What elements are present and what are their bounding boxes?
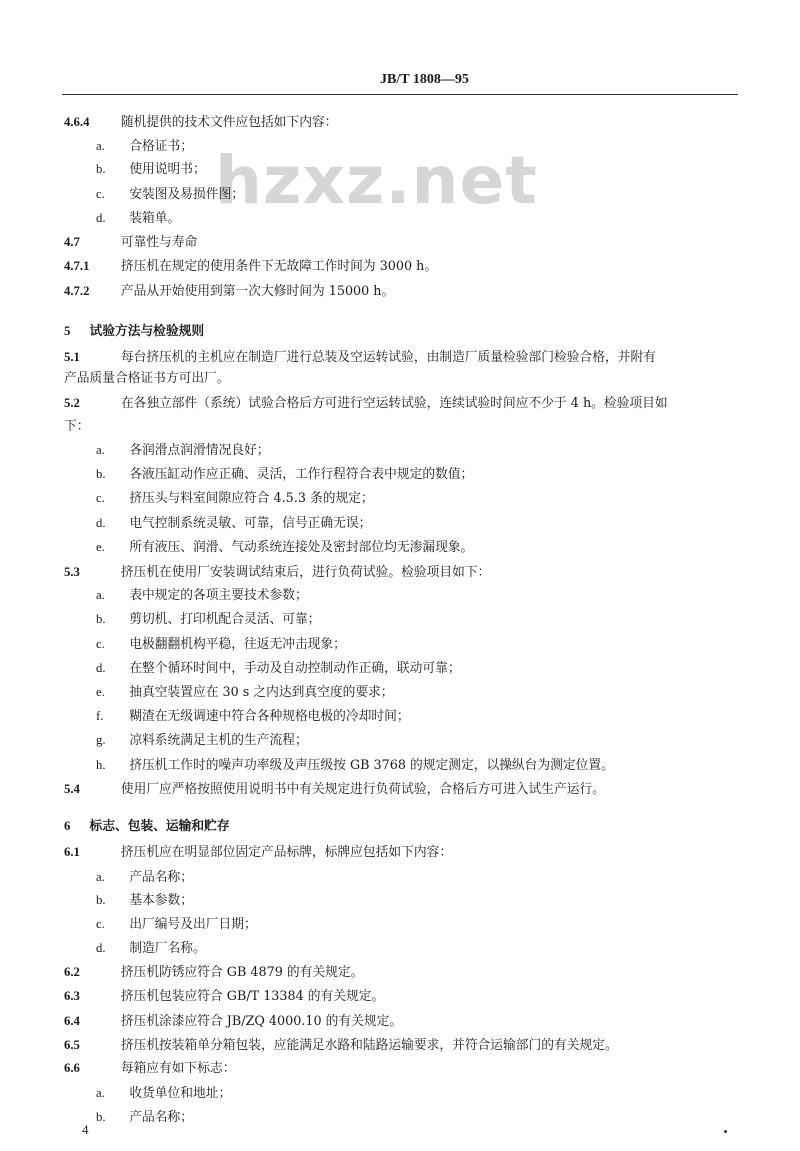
item-letter: h. [96, 757, 106, 772]
clause-number: 6.1 [64, 844, 80, 859]
page-number: 4 [82, 1122, 89, 1137]
list-item [96, 891, 193, 910]
clause-number: 6.4 [64, 1013, 80, 1028]
item-letter: c. [96, 490, 105, 505]
item-letter: d. [96, 660, 106, 675]
clause-text: 电极翻翻机构平稳，往返无冲击现象； [129, 637, 346, 652]
paragraph-line [64, 1059, 236, 1078]
list-item [96, 586, 308, 605]
list-item [96, 514, 371, 533]
clause-number: 6.6 [64, 1060, 80, 1075]
list-item [96, 610, 320, 629]
clause-number: 4.6.4 [64, 114, 90, 129]
clause-text: 制造厂名称。 [129, 941, 206, 956]
list-item [96, 1084, 231, 1103]
clause-text: 挤压机涂漆应符合 JB/ZQ 4000.10 的有关规定。 [120, 1014, 403, 1029]
clause-text: 装箱单。 [129, 211, 181, 226]
section-heading [64, 817, 230, 836]
list-item [96, 137, 193, 156]
item-letter: a. [96, 442, 105, 457]
list-item [96, 538, 473, 557]
standard-code: JB/T 1808—95 [380, 72, 469, 87]
paragraph-line [64, 257, 437, 276]
item-letter: d. [96, 515, 106, 530]
clause-text: 凉料系统满足主机的生产流程； [129, 733, 308, 748]
clause-number: 6.2 [64, 964, 80, 979]
paragraph-line [64, 987, 384, 1006]
clause-text: 挤压机包装应符合 GB/T 13384 的有关规定。 [120, 989, 385, 1004]
clause-text: 所有液压、润滑、气动系统连接处及密封部位均无渗漏现象。 [129, 540, 474, 555]
clause-number: 6 [64, 818, 71, 833]
item-letter: b. [96, 611, 106, 626]
clause-text: 每台挤压机的主机应在制造厂进行总装及空运转试验，由制造厂质量检验部门检验合格，并附有 [120, 350, 656, 365]
list-item [96, 868, 193, 887]
item-letter: e. [96, 684, 105, 699]
clause-text: 抽真空装置应在 30 s 之内达到真空度的要求； [129, 685, 394, 700]
clause-text: 使用说明书； [129, 162, 206, 177]
clause-text: 使用厂应严格按照使用说明书中有关规定进行负荷试验，合格后方可进入试生产运行。 [120, 782, 605, 797]
item-letter: e. [96, 539, 105, 554]
list-item [96, 707, 410, 726]
paragraph-line [64, 394, 668, 413]
list-item [96, 489, 374, 508]
list-item [96, 915, 257, 934]
clause-text: 各液压缸动作应正确、灵活，工作行程符合表中规定的数值； [129, 467, 474, 482]
clause-number: 5.2 [64, 395, 80, 410]
list-item [96, 635, 346, 654]
clause-text: 在各独立部件（系统）试验合格后方可进行空运转试验，连续试验时间应不少于 4 h。检验项目如 [120, 396, 668, 411]
paragraph-line [64, 780, 605, 799]
clause-text: 收货单位和地址； [129, 1086, 232, 1101]
list-item [96, 441, 269, 460]
clause-text: 挤压机按装箱单分箱包装，应能满足水路和陆路运输要求，并符合运输部门的有关规定。 [120, 1038, 618, 1053]
clause-text: 随机提供的技术文件应包括如下内容： [120, 115, 338, 130]
item-letter: d. [96, 940, 106, 955]
item-letter: b. [96, 466, 106, 481]
list-item [96, 683, 394, 702]
list-item [96, 939, 206, 958]
clause-text: 表中规定的各项主要技术参数； [129, 588, 308, 603]
clause-text: 基本参数； [129, 893, 194, 908]
clause-number: 4.7.2 [64, 283, 90, 298]
item-letter: a. [96, 1085, 105, 1100]
clause-text: 安装图及易损件图； [129, 187, 244, 202]
clause-text: 产品名称； [129, 870, 194, 885]
clause-number: 6.3 [64, 988, 80, 1003]
clause-text: 糊渣在无级调速中符合各种规格电极的冷却时间； [129, 709, 410, 724]
clause-text: 剪切机、打印机配合灵活、可靠； [129, 612, 321, 627]
paragraph-line [64, 1012, 402, 1031]
clause-text: 挤压机应在明显部位固定产品标牌，标牌应包括如下内容： [120, 845, 453, 860]
paragraph-line [64, 563, 490, 582]
clause-text: 挤压头与料室间隙应符合 4.5.3 条的规定； [129, 491, 374, 506]
list-item [96, 731, 308, 750]
item-letter: a. [96, 587, 105, 602]
paragraph-line [64, 370, 230, 388]
page-header [62, 72, 738, 98]
item-letter: b. [96, 892, 106, 907]
item-letter: c. [96, 186, 105, 201]
clause-number: 4.7.1 [64, 258, 90, 273]
list-item [96, 659, 461, 678]
list-item [96, 756, 614, 775]
clause-text: 可靠性与寿命 [120, 235, 198, 250]
item-letter: c. [96, 636, 105, 651]
item-letter: a. [96, 869, 105, 884]
clause-text: 下： [64, 419, 90, 434]
item-letter: b. [96, 161, 106, 176]
clause-number: 5 [64, 323, 71, 338]
clause-text: 试验方法与检验规则 [89, 324, 205, 339]
paragraph-line [64, 1036, 618, 1055]
clause-number: 5.3 [64, 564, 80, 579]
paragraph-line [64, 113, 337, 132]
paragraph-line [64, 418, 89, 436]
clause-text: 各润滑点润滑情况良好； [129, 443, 270, 458]
clause-text: 出厂编号及出厂日期； [129, 917, 257, 932]
paragraph-line [64, 233, 197, 252]
list-item [96, 209, 180, 228]
clause-text: 产品从开始使用到第一次大修时间为 15000 h。 [120, 284, 395, 299]
clause-text: 挤压机防锈应符合 GB 4879 的有关规定。 [120, 965, 364, 980]
item-letter: d. [96, 210, 106, 225]
list-item [96, 465, 473, 484]
item-letter: g. [96, 732, 106, 747]
section-heading [64, 322, 204, 341]
paragraph-line [64, 282, 394, 301]
item-letter: f. [96, 708, 104, 723]
list-item [96, 1108, 193, 1127]
paragraph-line [64, 348, 656, 367]
paragraph-line [64, 963, 363, 982]
item-letter: c. [96, 916, 105, 931]
watermark-logo: hzxz.net [215, 142, 538, 219]
clause-text: 在整个循环时间中，手动及自动控制动作正确，联动可靠； [129, 661, 461, 676]
item-letter: b. [96, 1109, 106, 1124]
header-rule [62, 94, 738, 95]
clause-text: 每箱应有如下标志： [120, 1061, 236, 1076]
item-letter: a. [96, 138, 105, 153]
clause-text: 挤压机工作时的噪声功率级及声压级按 GB 3768 的规定测定，以操纵台为测定位置。 [129, 758, 614, 773]
clause-text: 挤压机在规定的使用条件下无故障工作时间为 3000 h。 [120, 259, 438, 274]
clause-text: 产品名称； [129, 1110, 194, 1125]
clause-number: 6.5 [64, 1037, 80, 1052]
clause-number: 5.4 [64, 781, 80, 796]
clause-number: 5.1 [64, 349, 80, 364]
list-item [96, 160, 206, 179]
scan-speck [724, 1130, 727, 1133]
clause-text: 产品质量合格证书方可出厂。 [64, 371, 230, 386]
clause-number: 4.7 [64, 234, 80, 249]
list-item [96, 185, 244, 204]
clause-text: 电气控制系统灵敏、可靠，信号正确无误； [129, 516, 372, 531]
clause-text: 标志、包装、运输和贮存 [89, 819, 230, 834]
clause-text: 合格证书； [129, 139, 194, 154]
clause-text: 挤压机在使用厂安装调试结束后，进行负荷试验。检验项目如下： [120, 565, 491, 580]
paragraph-line [64, 843, 452, 862]
